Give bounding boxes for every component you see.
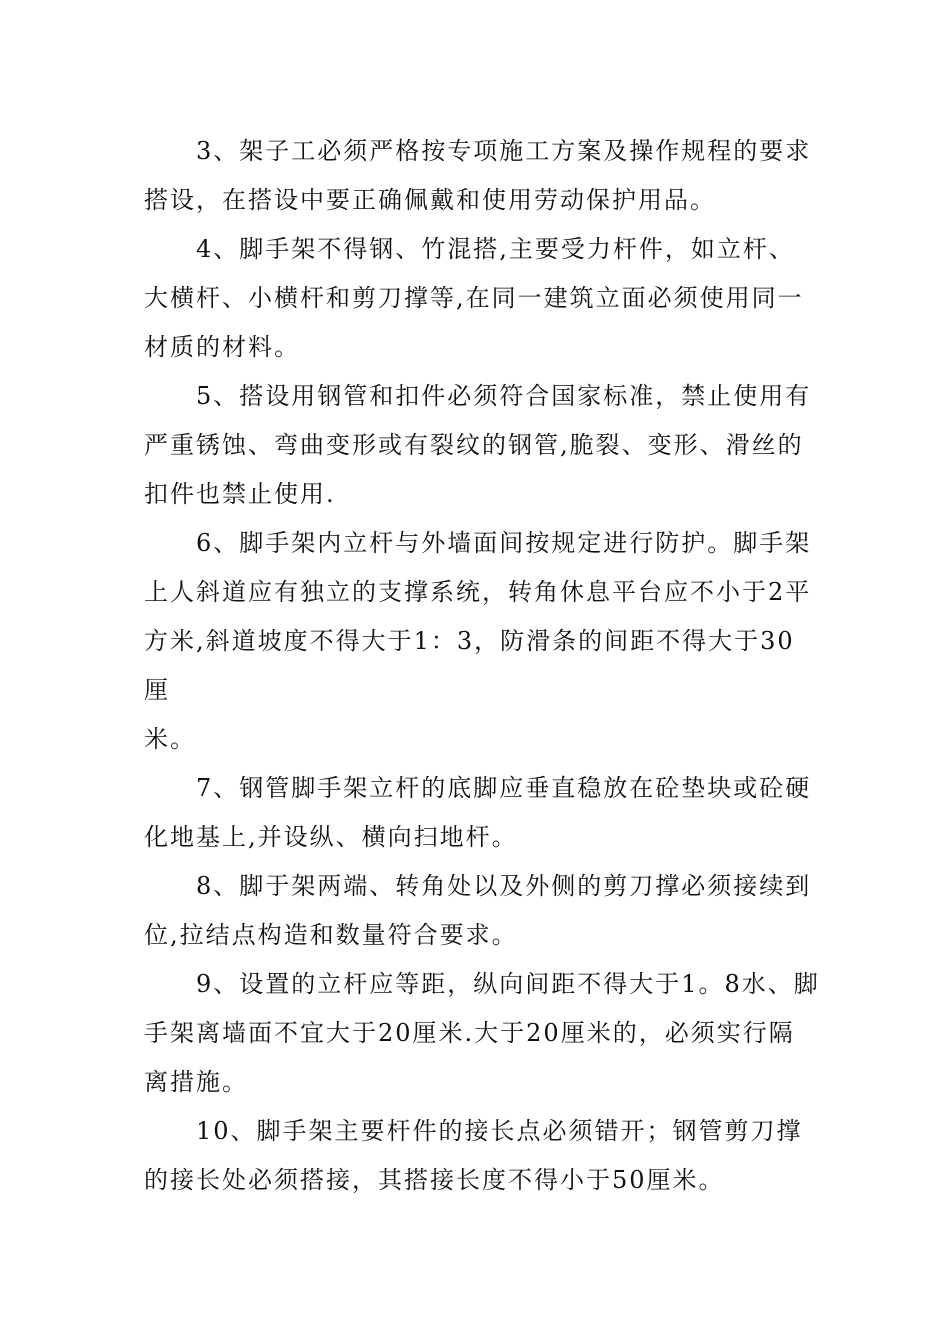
text-line: 6、脚手架内立杆与外墙面间按规定进行防护。脚手架 — [196, 529, 812, 557]
text-line: 厘 — [144, 676, 170, 704]
text-line: 8、脚于架两端、转角处以及外侧的剪刀撑必须接续到 — [196, 872, 812, 900]
text-line: 大横杆、小横杆和剪刀撑等,在同一建筑立面必须使用同一 — [144, 284, 804, 312]
document-body — [144, 127, 820, 1205]
paragraph-3 — [144, 127, 810, 225]
text-line: 离措施。 — [144, 1068, 248, 1096]
paragraph-10 — [144, 1107, 810, 1205]
text-line: 9、设置的立杆应等距，纵向间距不得大于1。8水、脚 — [196, 970, 820, 998]
text-line: 米。 — [144, 725, 196, 753]
text-line: 位,拉结点构造和数量符合要求。 — [144, 921, 518, 949]
text-line: 10、脚手架主要杆件的接长点必须错开；钢管剪刀撑 — [196, 1117, 803, 1145]
paragraph-5 — [144, 372, 810, 519]
text-line: 手架离墙面不宜大于20厘米.大于20厘米的，必须实行隔 — [144, 1019, 795, 1047]
text-line: 搭设，在搭设中要正确佩戴和使用劳动保护用品。 — [144, 186, 716, 214]
text-line: 化地基上,并设纵、横向扫地杆。 — [144, 823, 518, 851]
text-line: 的接长处必须搭接，其搭接长度不得小于50厘米。 — [144, 1166, 725, 1194]
text-line: 5、搭设用钢管和扣件必须符合国家标准，禁止使用有 — [196, 382, 812, 410]
text-line: 材质的材料。 — [144, 333, 300, 361]
paragraph-4 — [144, 225, 810, 372]
text-line: 方米,斜道坡度不得大于1：3，防滑条的间距不得大于30 — [144, 627, 795, 655]
text-line: 上人斜道应有独立的支撑系统，转角休息平台应不小于2平 — [144, 578, 812, 606]
text-line: 7、钢管脚手架立杆的底脚应垂直稳放在砼垫块或砼硬 — [196, 774, 812, 802]
text-line: 扣件也禁止使用. — [144, 480, 336, 508]
paragraph-8 — [144, 862, 810, 960]
paragraph-6 — [144, 519, 810, 764]
paragraph-9 — [144, 960, 820, 1107]
text-line: 严重锈蚀、弯曲变形或有裂纹的钢管,脆裂、变形、滑丝的 — [144, 431, 804, 459]
text-line: 4、脚手架不得钢、竹混搭,主要受力杆件，如立杆、 — [196, 235, 795, 263]
text-line: 3、架子工必须严格按专项施工方案及操作规程的要求 — [196, 137, 812, 165]
paragraph-7 — [144, 764, 810, 862]
